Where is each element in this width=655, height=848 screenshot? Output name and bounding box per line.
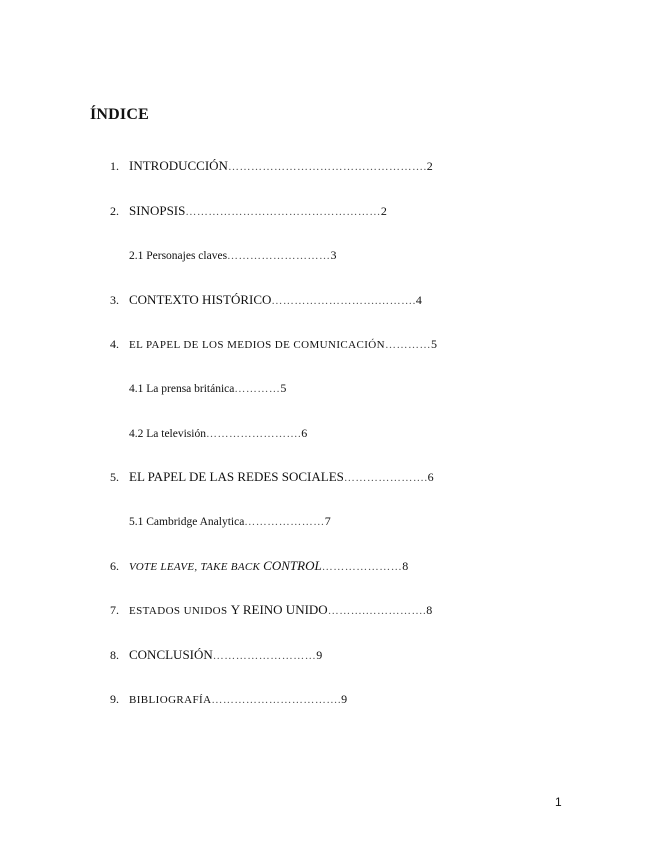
toc-entry-page: 8 (402, 559, 409, 573)
toc-entry-label: 4.2 La televisión (129, 428, 206, 440)
toc-entry-vote-leave[interactable] (110, 558, 408, 575)
toc-entry-page: 9 (341, 692, 348, 706)
toc-entry-leader: ……………………. (205, 428, 302, 440)
toc-entry-label: 5.1 Cambridge Analytica (129, 516, 245, 528)
toc-entry-label-end: CONTROL (263, 558, 322, 573)
toc-entry-leader: ………………… (244, 516, 325, 528)
toc-entry-leader: ………………… (321, 561, 403, 573)
toc-entry-number: 4. (110, 337, 119, 351)
toc-entry-introduccion[interactable] (110, 158, 433, 175)
toc-entry-label: EL PAPEL DE LAS REDES SOCIALES (129, 469, 344, 484)
toc-entry-label: EL PAPEL DE LOS MEDIOS DE COMUNICACIÓN (129, 339, 385, 351)
toc-entry-page: 2 (380, 204, 387, 218)
toc-subentry-prensa[interactable] (129, 380, 286, 397)
toc-entry-page: 4 (415, 293, 422, 307)
toc-entry-label: BIBLIOGRAFÍA (129, 694, 212, 706)
toc-entry-label-start: VOTE LEAVE, TAKE BACK (129, 561, 264, 573)
toc-entry-label-end: Y REINO UNIDO (230, 602, 328, 617)
toc-entry-page: 7 (324, 514, 331, 528)
toc-entry-leader: ………… (385, 339, 431, 351)
toc-entry-leader: ……………………….………. (271, 295, 416, 307)
toc-entry-page: 2 (426, 159, 433, 173)
page-title: ÍNDICE (90, 106, 149, 123)
toc-entry-number: 3. (110, 293, 119, 307)
toc-entry-bibliografia[interactable] (110, 691, 347, 708)
toc-entry-estados-unidos[interactable] (110, 602, 432, 619)
toc-entry-leader: ……………………………………………. (227, 161, 427, 173)
toc-entry-page: 6 (427, 470, 434, 484)
toc-entry-leader: ……………………………. (211, 694, 342, 706)
toc-subentry-cambridge[interactable] (129, 513, 331, 530)
toc-entry-leader: ……….……………. (327, 605, 427, 617)
toc-entry-label (129, 558, 322, 575)
toc-entry-page: 8 (426, 603, 433, 617)
toc-entry-leader: …………………………………………… (185, 206, 381, 218)
toc-entry-number: 2. (110, 204, 119, 218)
toc-entry-leader: ………… (234, 383, 281, 395)
toc-entry-label (129, 602, 328, 619)
toc-entry-number: 8. (110, 648, 119, 662)
toc-subentry-personajes[interactable] (129, 247, 337, 264)
toc-entry-label-start: ESTADOS UNIDOS (129, 605, 231, 617)
toc-entry-leader: ……………………… (212, 650, 317, 662)
toc-entry-number: 1. (110, 159, 119, 173)
toc-entry-number: 6. (110, 559, 119, 573)
toc-entry-label: 4.1 La prensa británica (129, 383, 235, 395)
page-number: 1 (555, 795, 562, 809)
toc-entry-page: 6 (301, 426, 308, 440)
toc-entry-label: SINOPSIS (129, 203, 186, 218)
toc-entry-page: 5 (280, 381, 287, 395)
toc-entry-label: 2.1 Personajes claves (129, 250, 228, 262)
toc-entry-sinopsis[interactable] (110, 203, 387, 220)
toc-entry-medios[interactable] (110, 336, 437, 353)
toc-entry-conclusion[interactable] (110, 647, 322, 664)
toc-entry-number: 7. (110, 603, 119, 617)
toc-entry-number: 9. (110, 692, 119, 706)
toc-entry-label: CONCLUSIÓN (129, 647, 213, 662)
toc-entry-contexto[interactable] (110, 292, 422, 309)
toc-subentry-television[interactable] (129, 425, 307, 442)
toc-entry-page: 5 (431, 337, 437, 351)
toc-entry-page: 3 (330, 248, 337, 262)
toc-entry-label: CONTEXTO HISTÓRICO (129, 292, 272, 307)
toc-entry-leader: ……………………… (227, 250, 331, 262)
toc-entry-label: INTRODUCCIÓN (129, 158, 228, 173)
toc-entry-redes[interactable] (110, 469, 434, 486)
toc-entry-number: 5. (110, 470, 119, 484)
toc-entry-page: 9 (316, 648, 323, 662)
toc-entry-leader: …………………. (343, 472, 428, 484)
